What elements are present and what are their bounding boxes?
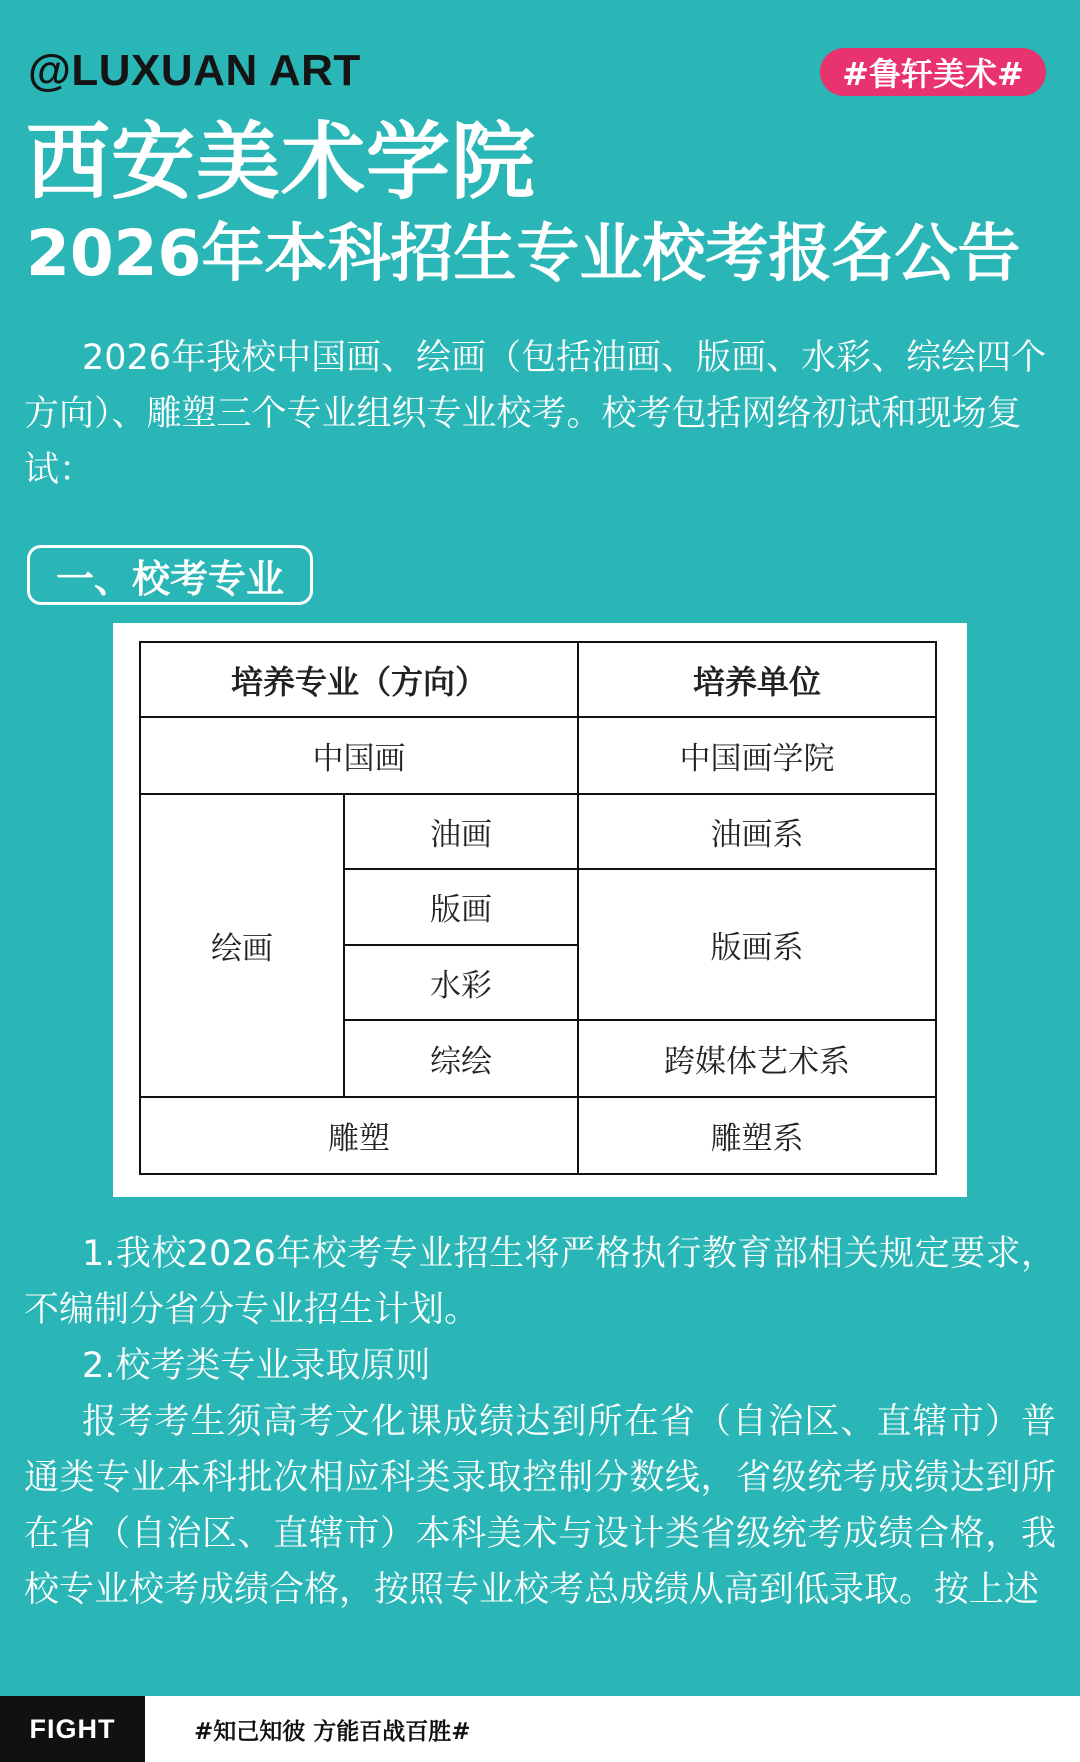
page-title: 西安美术学院 bbox=[26, 113, 537, 211]
table-cell-direction: 油画 bbox=[344, 794, 578, 869]
table-cell-unit: 中国画学院 bbox=[578, 717, 936, 793]
table-cell-unit: 雕塑系 bbox=[578, 1097, 936, 1175]
table-cell-major: 绘画 bbox=[140, 794, 344, 1097]
page-subtitle: 2026年本科招生专业校考报名公告 bbox=[26, 217, 1021, 290]
body-paragraph: 2.校考类专业录取原则 bbox=[82, 1346, 431, 1386]
table-cell-unit: 跨媒体艺术系 bbox=[578, 1020, 936, 1096]
table-cell-direction: 版画 bbox=[344, 869, 578, 945]
body-paragraph: 1.我校2026年校考专业招生将严格执行教育部相关规定要求，不编制分省分专业招生计划。 bbox=[24, 1234, 1056, 1330]
body-paragraph: 报考考生须高考文化课成绩达到所在省（自治区、直辖市）普通类专业本科批次相应科类录取控制分数线，省级统考成绩达到所在省（自治区、直辖市）本科美术与设计类省级统考成绩合格，我校专业校考成绩合格，按照专业校考总成绩从高到低录取。按上述 bbox=[24, 1402, 1056, 1610]
majors-table bbox=[139, 641, 937, 1175]
footer-label: FIGHT bbox=[0, 1696, 145, 1762]
footer-bar bbox=[0, 1696, 1080, 1762]
section-heading: 一、校考专业 bbox=[27, 545, 313, 605]
table-row bbox=[140, 717, 936, 793]
table-cell-major: 中国画 bbox=[140, 717, 578, 793]
table-card bbox=[113, 623, 967, 1197]
table-row bbox=[140, 794, 936, 869]
table-header-unit: 培养单位 bbox=[578, 642, 936, 717]
table-header-major: 培养专业（方向） bbox=[140, 642, 578, 717]
footer-slogan: #知己知彼 方能百战百胜# bbox=[194, 1718, 471, 1745]
table-row bbox=[140, 1097, 936, 1175]
table-cell-direction: 水彩 bbox=[344, 945, 578, 1020]
intro-paragraph: 2026年我校中国画、绘画（包括油画、版画、水彩、综绘四个方向）、雕塑三个专业组织专业校考。校考包括网络初试和现场复试： bbox=[24, 338, 1047, 490]
brand-label: @LUXUAN ART bbox=[28, 46, 361, 95]
table-cell-direction: 综绘 bbox=[344, 1020, 578, 1096]
table-cell-unit: 版画系 bbox=[578, 869, 936, 1021]
table-header-row bbox=[140, 642, 936, 717]
hashtag-badge: #鲁轩美术# bbox=[820, 48, 1046, 96]
body-text bbox=[24, 1226, 1056, 1618]
table-cell-unit: 油画系 bbox=[578, 794, 936, 869]
table-cell-major: 雕塑 bbox=[140, 1097, 578, 1175]
